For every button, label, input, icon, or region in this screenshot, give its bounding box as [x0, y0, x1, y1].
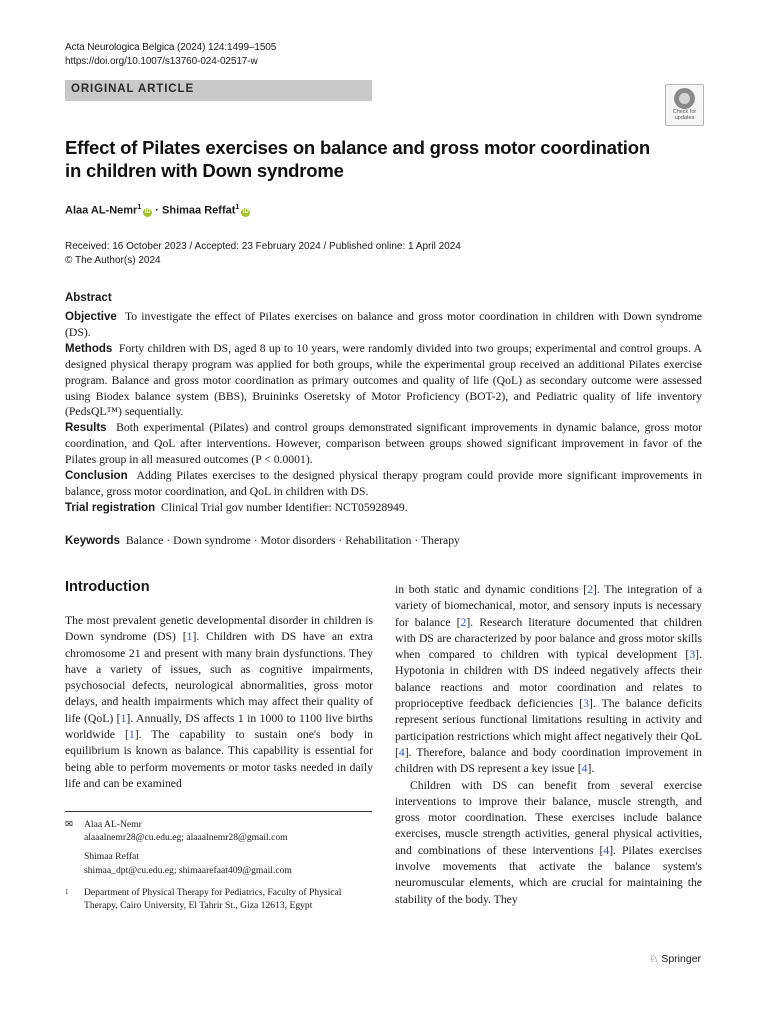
citation-link[interactable]: 3 [689, 648, 696, 662]
affiliation-note [65, 886, 372, 912]
author-name: Alaa AL-Nemr [84, 819, 142, 830]
abstract-section-label: Results [65, 421, 107, 434]
author-email[interactable]: shimaa_dpt@cu.edu.eg; shimaarefaat409@gmail.com [84, 864, 292, 876]
author-name: Shimaa Reffat [84, 851, 139, 863]
journal-citation [65, 41, 276, 69]
abstract-section-label: Objective [65, 310, 117, 323]
article-type-label: ORIGINAL ARTICLE [71, 83, 195, 95]
check-updates-line2: updates [674, 115, 695, 121]
body-text: ]. Pilates exercises involve movements that activate the balance system's neuromuscular elements, which are crucial for maintaining the stability of the body. They [395, 843, 703, 906]
body-text: ]. Annually, DS affects 1 in 1000 to 1100 live births worldwide [ [65, 711, 373, 742]
abstract-section-text: Clinical Trial gov number Identifier: NCT05928949. [160, 500, 408, 514]
body-text: in both static and dynamic conditions [ [395, 583, 588, 596]
abstract-trial-registration [65, 500, 702, 517]
abstract-section-text: Adding Pilates exercises to the designed physical therapy program could provide more significant improvements in balance, gross motor coordination, and QoL in children with DS. [65, 468, 702, 499]
author-name[interactable]: Shimaa Reffat [162, 204, 236, 217]
footnotes [65, 818, 372, 912]
body-column-right [395, 582, 702, 908]
citation-link[interactable]: 4 [603, 843, 610, 857]
citation-link[interactable]: 1 [128, 728, 135, 742]
article-type-banner [65, 80, 372, 101]
body-column-left [65, 613, 373, 792]
check-updates-icon [674, 88, 695, 109]
body-text: ]. Hypotonia in children with DS indeed negatively affects their balance reactions and motor coordination and relates to proprioceptive feedback deficiencies [ [395, 648, 702, 711]
publisher-logo [649, 953, 701, 965]
abstract-section-text: Forty children with DS, aged 8 up to 10 years, were randomly divided into two groups; experimental and control groups. A designed physical therapy program was applied for both groups, while the experimental group received an additional Pilates exercise program. Balance and gross motor coordination as primary outcomes and quality of life (QoL) as secondary outcome were assessed using Biodex balance system (BBS), Bruininks Oseretsky of Motor Proficiency (BOT-2), and Pediatric quality of life inventory (PedsQL™) sequentially. [65, 341, 702, 419]
publisher-name: Springer [661, 953, 702, 965]
citation-link[interactable]: 2 [460, 615, 467, 629]
body-text: Children with DS can benefit from several exercise interventions to improve their balance, muscle strength, and gross motor coordination. These exercises include balance exercises, muscle strength activities, general physical activities, and combinations of these interventions [ [395, 778, 702, 857]
article-title: Effect of Pilates exercises on balance and gross motor coordination in children with Down syndrome [65, 137, 650, 181]
body-paragraph [395, 582, 702, 778]
publication-dates [65, 240, 461, 268]
author-affil-mark: 1 [235, 204, 240, 211]
doi-link[interactable]: https://doi.org/10.1007/s13760-024-02517-w [65, 56, 258, 67]
abstract-objective [65, 309, 702, 341]
check-for-updates-badge[interactable] [665, 84, 704, 126]
abstract-heading: Abstract [65, 292, 112, 304]
author-list [65, 204, 250, 217]
keywords-text: Balance · Down syndrome · Motor disorders · Rehabilitation · Therapy [125, 534, 460, 547]
body-text: ]. Children with DS have an extra chromosome 21 and present with many brain dysfunctions. They have a variety of issues, such as cognitive impairments, psychosocial defects, neurological abnormalities, gross motor delays, and health impairments which may affect their quality of life (QoL) [ [65, 630, 373, 725]
envelope-icon: ✉ [65, 819, 74, 830]
abstract-section-label: Trial registration [65, 501, 156, 514]
journal-line: Acta Neurologica Belgica (2024) 124:1499–1505 [65, 42, 277, 53]
corresponding-author-note [65, 818, 372, 877]
body-text: ]. The integration of a variety of biomechanical, motor, and sensory inputs is necessary for balance [ [395, 583, 703, 629]
check-updates-line1: Check for [672, 109, 697, 115]
body-paragraph [395, 778, 702, 908]
orcid-icon[interactable]: iD [242, 208, 249, 215]
citation-link[interactable]: 4 [398, 745, 405, 759]
springer-horse-icon: ♘ [649, 953, 659, 965]
footnote-divider [65, 811, 372, 812]
keywords [65, 534, 460, 547]
abstract-section-label: Methods [65, 342, 113, 355]
abstract-section-text: To investigate the effect of Pilates exercises on balance and gross motor coordination in children with Down syndrome (DS). [65, 309, 702, 340]
body-text: ]. [587, 762, 595, 776]
abstract-section-text: Both experimental (Pilates) and control groups demonstrated significant improvements in dynamic balance, gross motor coordination, and QoL after interventions. However, comparison between groups showed significant improvement in favor of the Pilates group in all measured outcomes (P < 0.0001). [65, 420, 703, 466]
author-separator: · [152, 204, 163, 217]
body-text: The most prevalent genetic developmental disorder in children is Down syndrome (DS) [ [65, 614, 373, 644]
author-name[interactable]: Alaa AL-Nemr [65, 204, 138, 217]
body-text: ]. Research literature documented that children with DS are characterized by poor balance and gross motor skills when compared to children with typical development [ [395, 615, 702, 662]
abstract-results [65, 420, 702, 468]
orcid-icon[interactable]: iD [144, 208, 151, 215]
section-heading-introduction: Introduction [65, 579, 150, 595]
body-text: ]. Therefore, balance and body coordination improvement in children with DS represent a key issue [ [395, 745, 702, 776]
abstract-section-label: Conclusion [65, 469, 128, 482]
abstract [65, 291, 702, 516]
affiliation-mark: 1 [65, 887, 69, 896]
affiliation-text: Department of Physical Therapy for Pediatrics, Faculty of Physical Therapy, Cairo University, El Tahrir St., Giza 12613, Egypt [84, 886, 342, 912]
abstract-methods [65, 341, 702, 420]
citation-link[interactable]: 3 [583, 697, 589, 711]
copyright-line: © The Author(s) 2024 [65, 255, 161, 266]
citation-link[interactable]: 2 [587, 583, 594, 596]
citation-link[interactable]: 1 [186, 630, 193, 644]
author-affil-mark: 1 [137, 204, 142, 211]
author-email[interactable]: alaaalnemr28@cu.edu.eg; alaaalnemr28@gmail.com [84, 832, 288, 844]
dates-line: Received: 16 October 2023 / Accepted: 23 February 2024 / Published online: 1 April 2024 [65, 241, 461, 252]
body-paragraph [65, 613, 373, 792]
abstract-conclusion [65, 468, 702, 500]
citation-link[interactable]: 4 [581, 762, 588, 776]
body-text: ]. The balance deficits represent serious functional limitations resulting in activity and participation restrictions which might affect negatively their QoL [ [395, 697, 702, 759]
body-text: ]. The capability to sustain one's body in equilibrium is known as balance. This capability is essential for being able to perform movements or motor tasks needed in daily life and can be examined [65, 728, 373, 790]
citation-link[interactable]: 1 [120, 711, 127, 725]
keywords-label: Keywords [65, 535, 120, 547]
